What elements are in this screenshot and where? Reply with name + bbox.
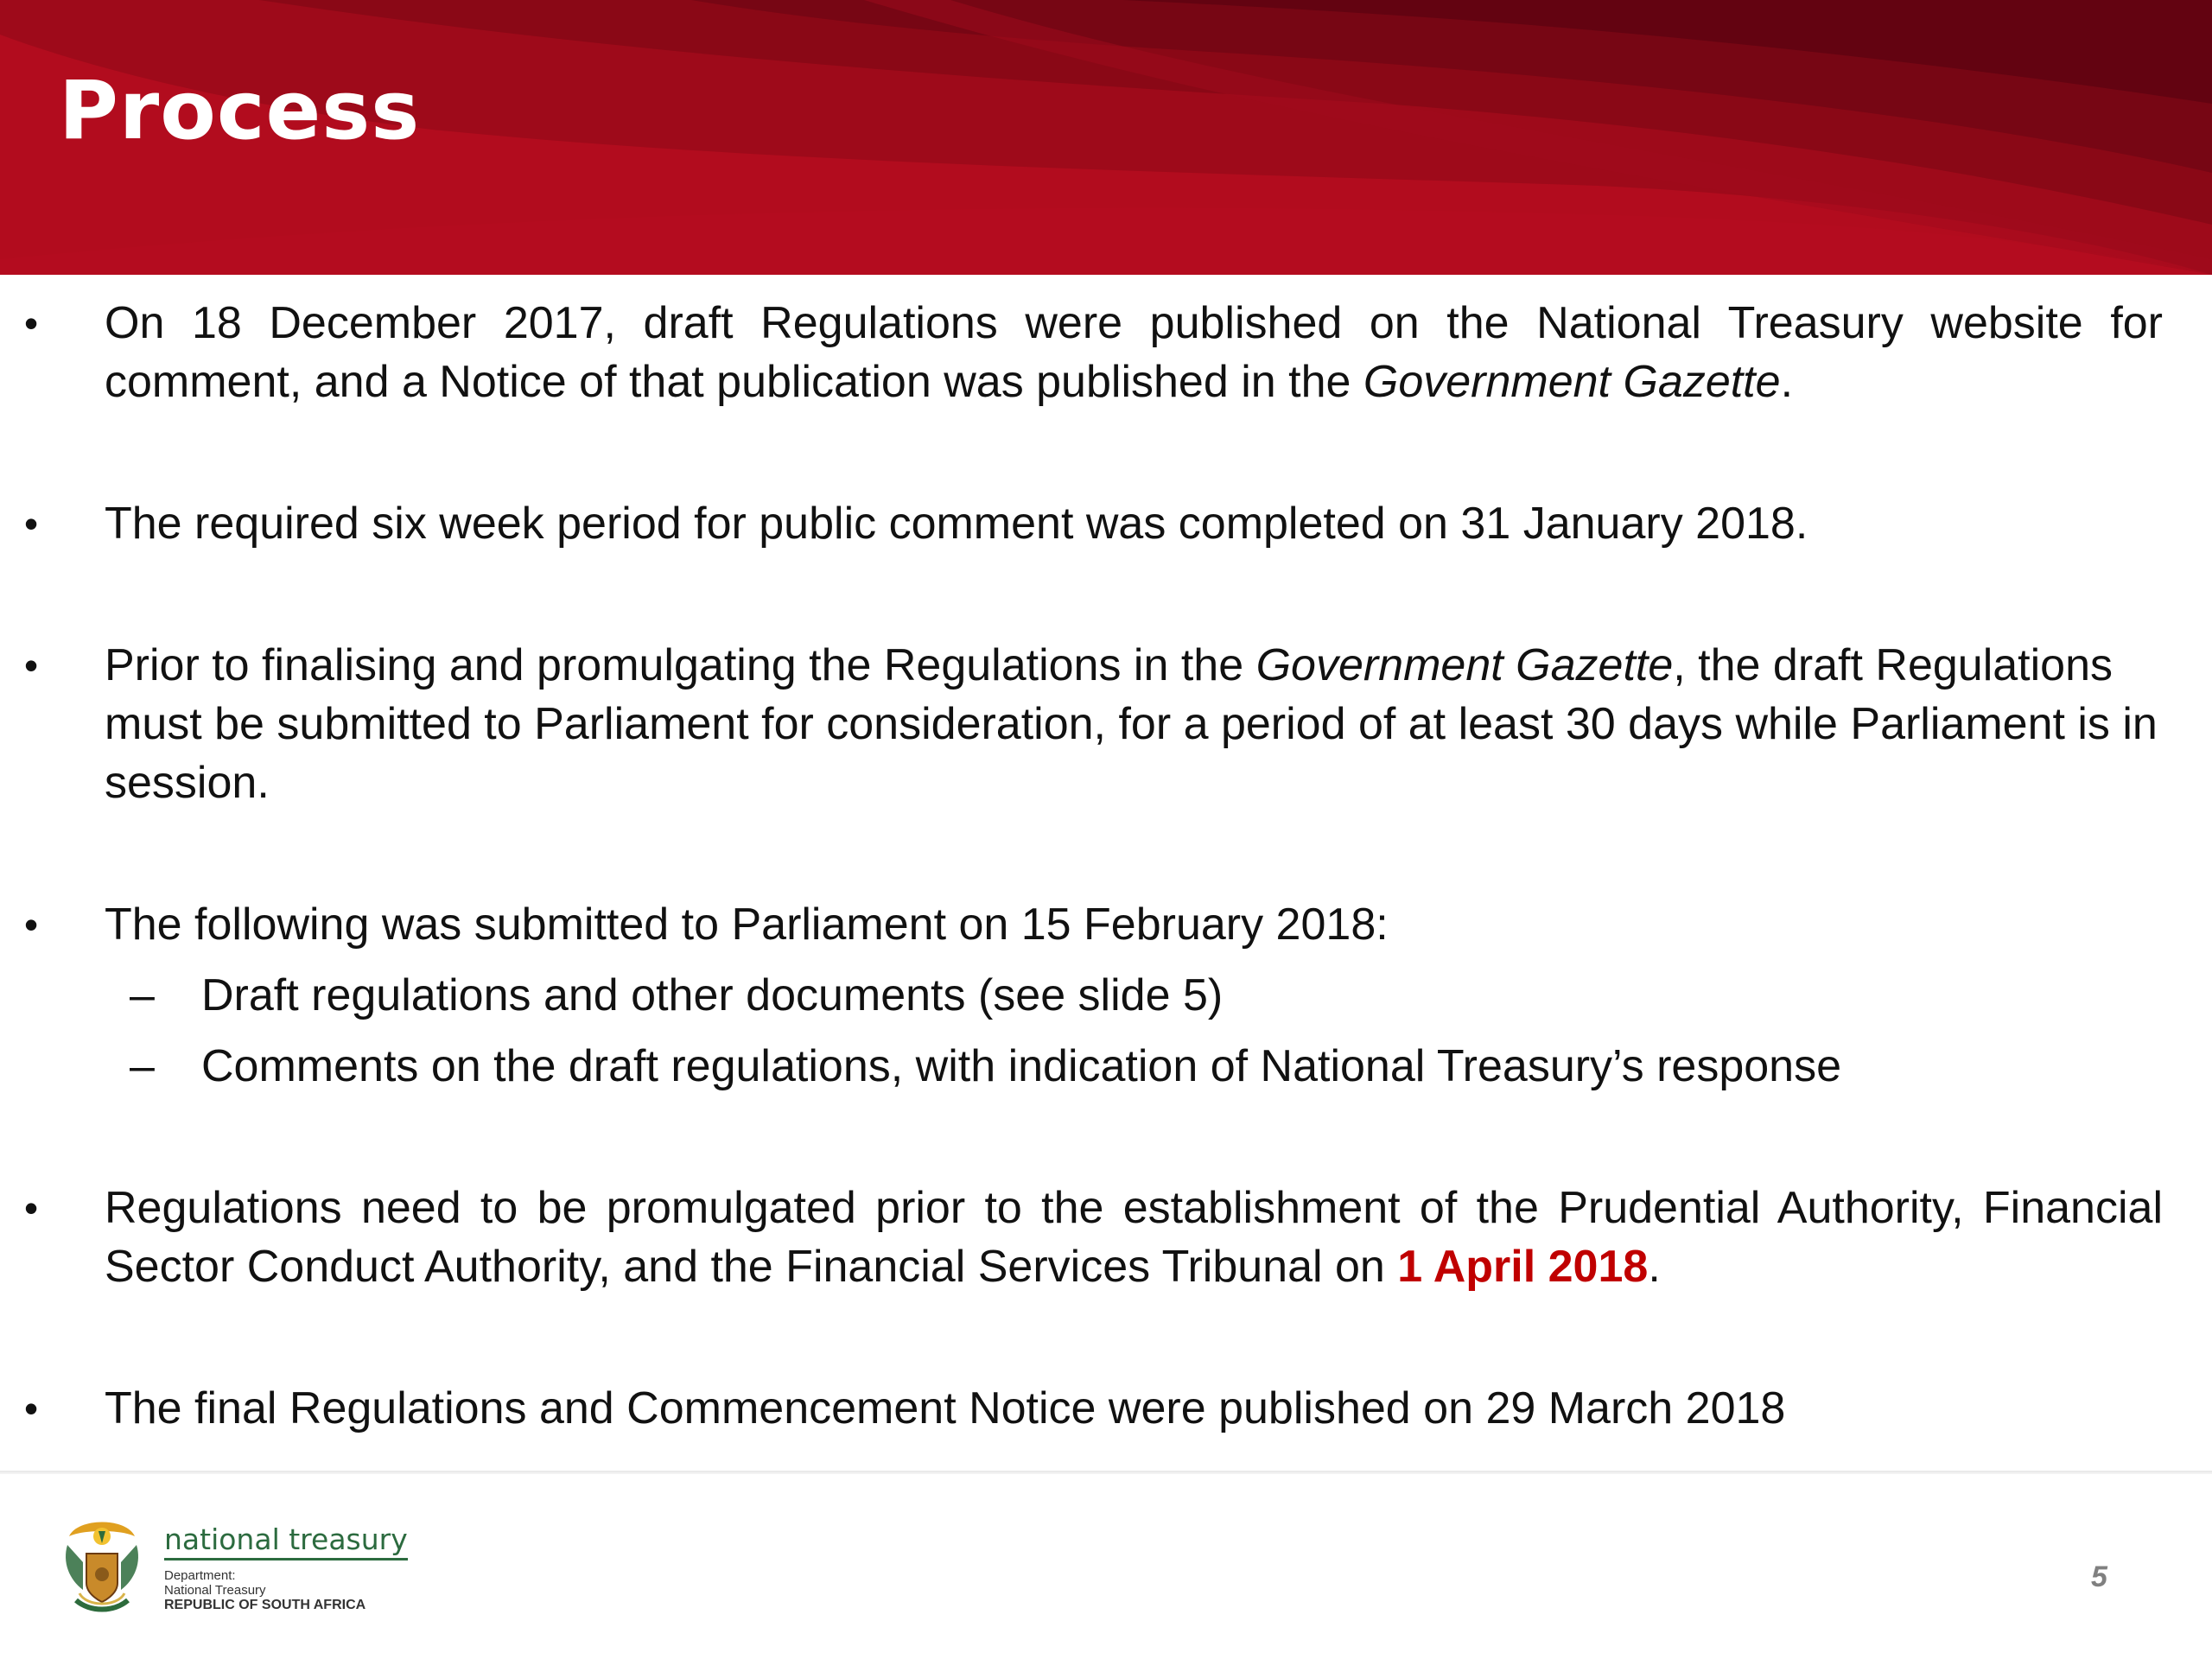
bullet-text [105, 636, 2163, 812]
page-number: 5 [2091, 1560, 2107, 1593]
bullet-text [105, 294, 2163, 411]
highlighted-date: 1 April 2018 [1397, 1242, 1649, 1292]
bullet-text: The final Regulations and Commencement Notice were published on 29 March 2018 [105, 1383, 1786, 1433]
country-name: REPUBLIC OF SOUTH AFRICA [164, 1598, 366, 1612]
bullet-icon: • [24, 1185, 39, 1230]
department-label [164, 1568, 365, 1612]
italic-term: Government Gazette [1255, 640, 1674, 690]
bullet-icon: • [24, 301, 39, 346]
bullet-text [105, 1179, 2163, 1296]
bullet-icon: • [24, 902, 39, 947]
brand-name: national treasury [164, 1522, 408, 1560]
bullet-text-part: On 18 December 2017, draft Regulations were published on the National Treasury website for comment, and a Notice of that publication was published in the [105, 298, 2163, 407]
dash-icon: – [130, 970, 155, 1020]
bullet-text-part: . [1780, 357, 1794, 407]
coat-of-arms-icon [60, 1510, 143, 1622]
bullet-text-part: Prior to finalising and promulgating the Regulations in the [105, 640, 1256, 690]
department-line: Department: [164, 1568, 236, 1583]
title-banner [0, 0, 2212, 275]
italic-term: Government Gazette [1363, 357, 1781, 407]
bullet-icon: • [24, 501, 39, 546]
dash-icon: – [130, 1041, 155, 1091]
bullet-icon: • [24, 1386, 39, 1431]
bullet-icon: • [24, 643, 39, 688]
bullet-text: The required six week period for public comment was completed on 31 January 2018. [105, 499, 1808, 549]
sub-item-text: Draft regulations and other documents (see slide 5) [201, 970, 1224, 1020]
bullet-text-part: . [1648, 1242, 1661, 1292]
bullet-text-part: , the draft Regulations must be submitted to Parliament for consideration, for a period of at least 30 days while Parliament is in session. [105, 640, 2158, 808]
footer-divider [0, 1471, 2212, 1474]
page-title: Process [59, 64, 421, 158]
bullet-text: The following was submitted to Parliament on 15 February 2018: [105, 899, 1389, 950]
department-line: National Treasury [164, 1583, 266, 1598]
sub-item-text: Comments on the draft regulations, with indication of National Treasury’s response [201, 1041, 1842, 1091]
bullet-text-part: Regulations need to be promulgated prior to the establishment of the Prudential Authority, Financial Sector Conduct Authority, and the Financial Services Tribunal on [105, 1183, 2163, 1292]
